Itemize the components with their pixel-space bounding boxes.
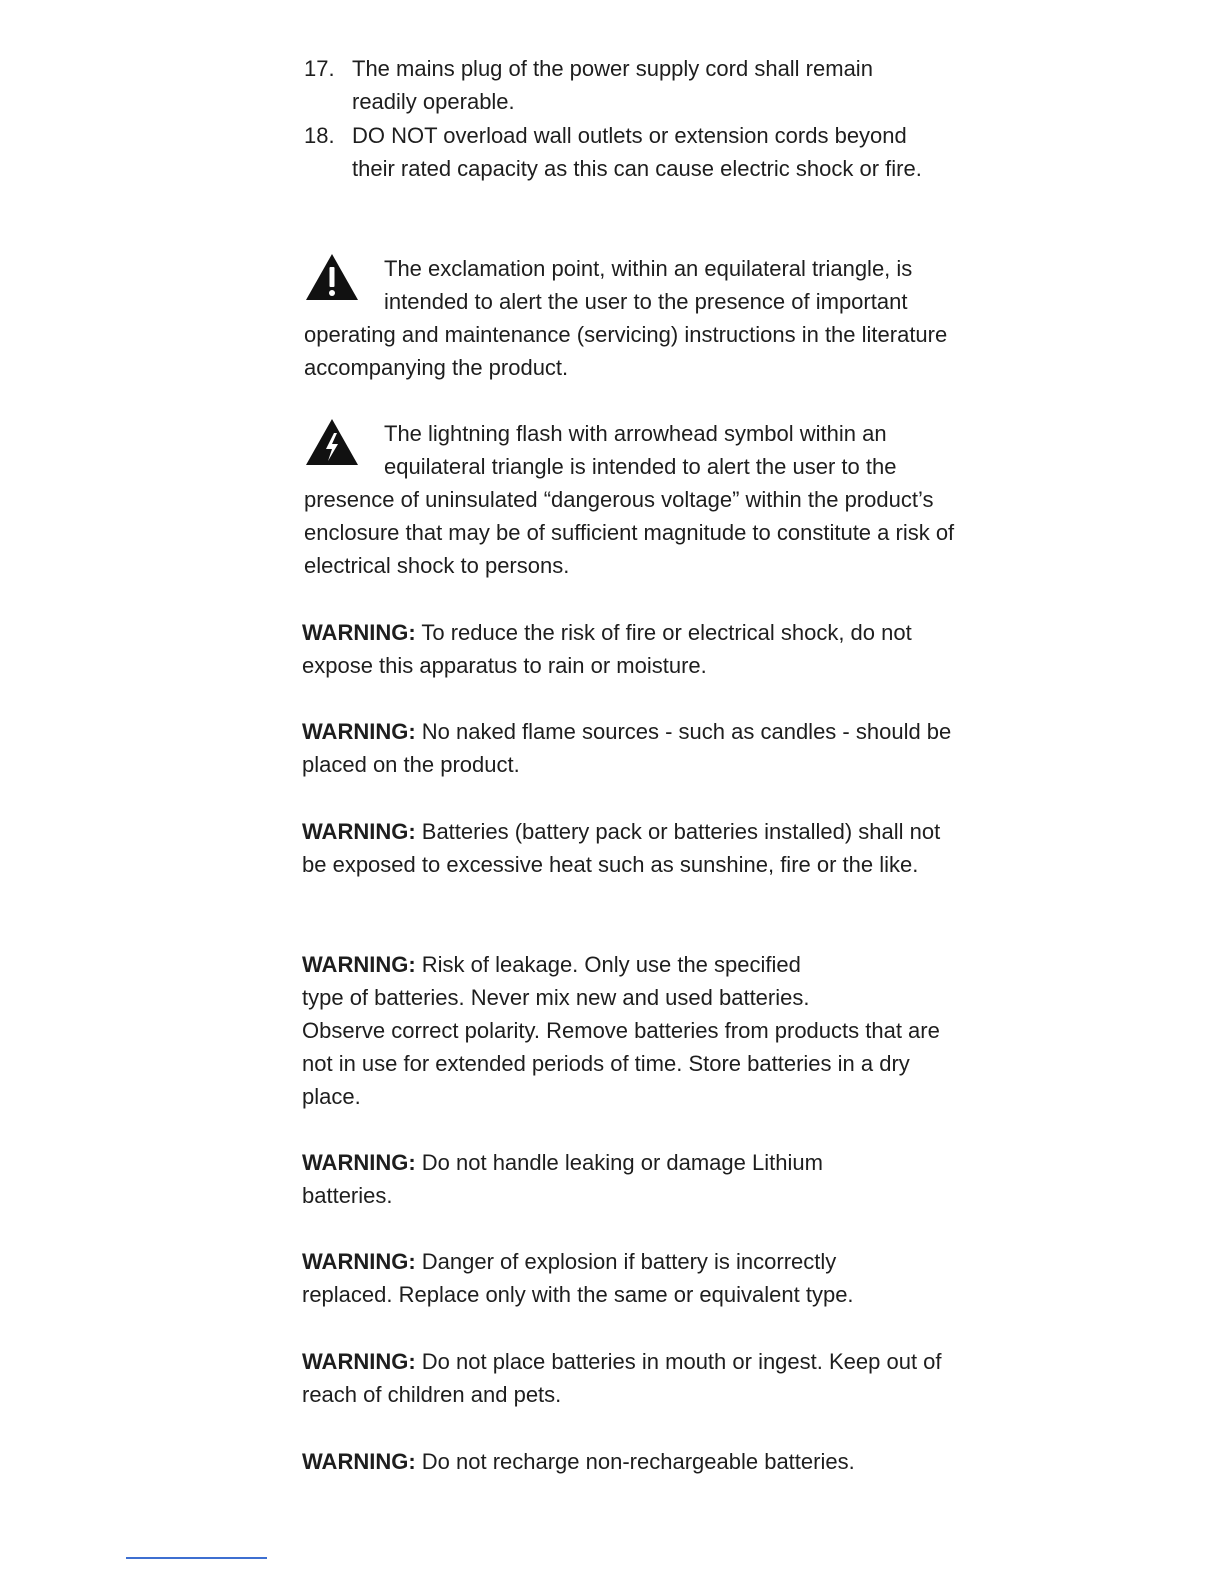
item-number: 17. — [304, 56, 335, 81]
numbered-item-18 — [304, 119, 964, 185]
item-text: DO NOT overload wall outlets or extension cords beyond their rated capacity as this can cause electric shock or fire. — [352, 123, 922, 181]
exclamation-symbol-note — [304, 252, 964, 384]
symbol-text: The lightning flash with arrowhead symbol within an equilateral triangle is intended to alert the user to the presence of uninsulated “dangerous voltage” within the product’s enclosure that may be of sufficient magnitude to constitute a risk of electrical shock to persons. — [304, 421, 955, 578]
warning-rain-moisture — [302, 616, 962, 682]
warning-text: Do not handle leaking or damage Lithium batteries. — [302, 1150, 823, 1208]
numbered-item-17 — [304, 52, 964, 118]
warning-lithium — [302, 1146, 872, 1212]
warning-label: WARNING: — [302, 952, 416, 977]
warning-battery-heat — [302, 815, 942, 881]
warning-ingest — [302, 1345, 962, 1411]
warning-label: WARNING: — [302, 819, 416, 844]
item-number: 18. — [304, 123, 335, 148]
warning-label: WARNING: — [302, 1349, 416, 1374]
warning-text-continued: Observe correct polarity. Remove batteries from products that are not in use for extended periods of time. Store batteries in a dry place. — [302, 1018, 940, 1109]
warning-naked-flame — [302, 715, 962, 781]
warning-label: WARNING: — [302, 719, 416, 744]
footer-rule — [126, 1557, 267, 1559]
warning-label: WARNING: — [302, 1449, 416, 1474]
warning-label: WARNING: — [302, 620, 416, 645]
warning-text: No naked flame sources - such as candles - should be placed on the product. — [302, 719, 952, 777]
lightning-symbol-note — [304, 417, 964, 582]
warning-text: Batteries (battery pack or batteries installed) shall not be exposed to excessive heat such as sunshine, fire or the like. — [302, 819, 941, 877]
warning-text: Risk of leakage. Only use the specified type of batteries. Never mix new and used batteries. — [302, 952, 810, 1010]
warning-label: WARNING: — [302, 1150, 416, 1175]
warning-text: To reduce the risk of fire or electrical shock, do not expose this apparatus to rain or moisture. — [302, 620, 912, 678]
warning-text: Do not place batteries in mouth or ingest. Keep out of reach of children and pets. — [302, 1349, 942, 1407]
item-text: The mains plug of the power supply cord shall remain readily operable. — [352, 56, 873, 114]
lightning-triangle-icon — [304, 417, 360, 467]
warning-label: WARNING: — [302, 1249, 416, 1274]
warning-explosion — [302, 1245, 902, 1311]
exclamation-triangle-icon — [304, 252, 360, 302]
warning-text: Danger of explosion if battery is incorrectly replaced. Replace only with the same or equivalent type. — [302, 1249, 854, 1307]
warning-text: Do not recharge non-rechargeable batteries. — [415, 1449, 855, 1474]
warning-recharge — [302, 1445, 962, 1478]
symbol-text: The exclamation point, within an equilateral triangle, is intended to alert the user to the presence of important operating and maintenance (servicing) instructions in the literature accompanying the product. — [304, 256, 948, 380]
warning-leakage — [302, 948, 962, 1113]
